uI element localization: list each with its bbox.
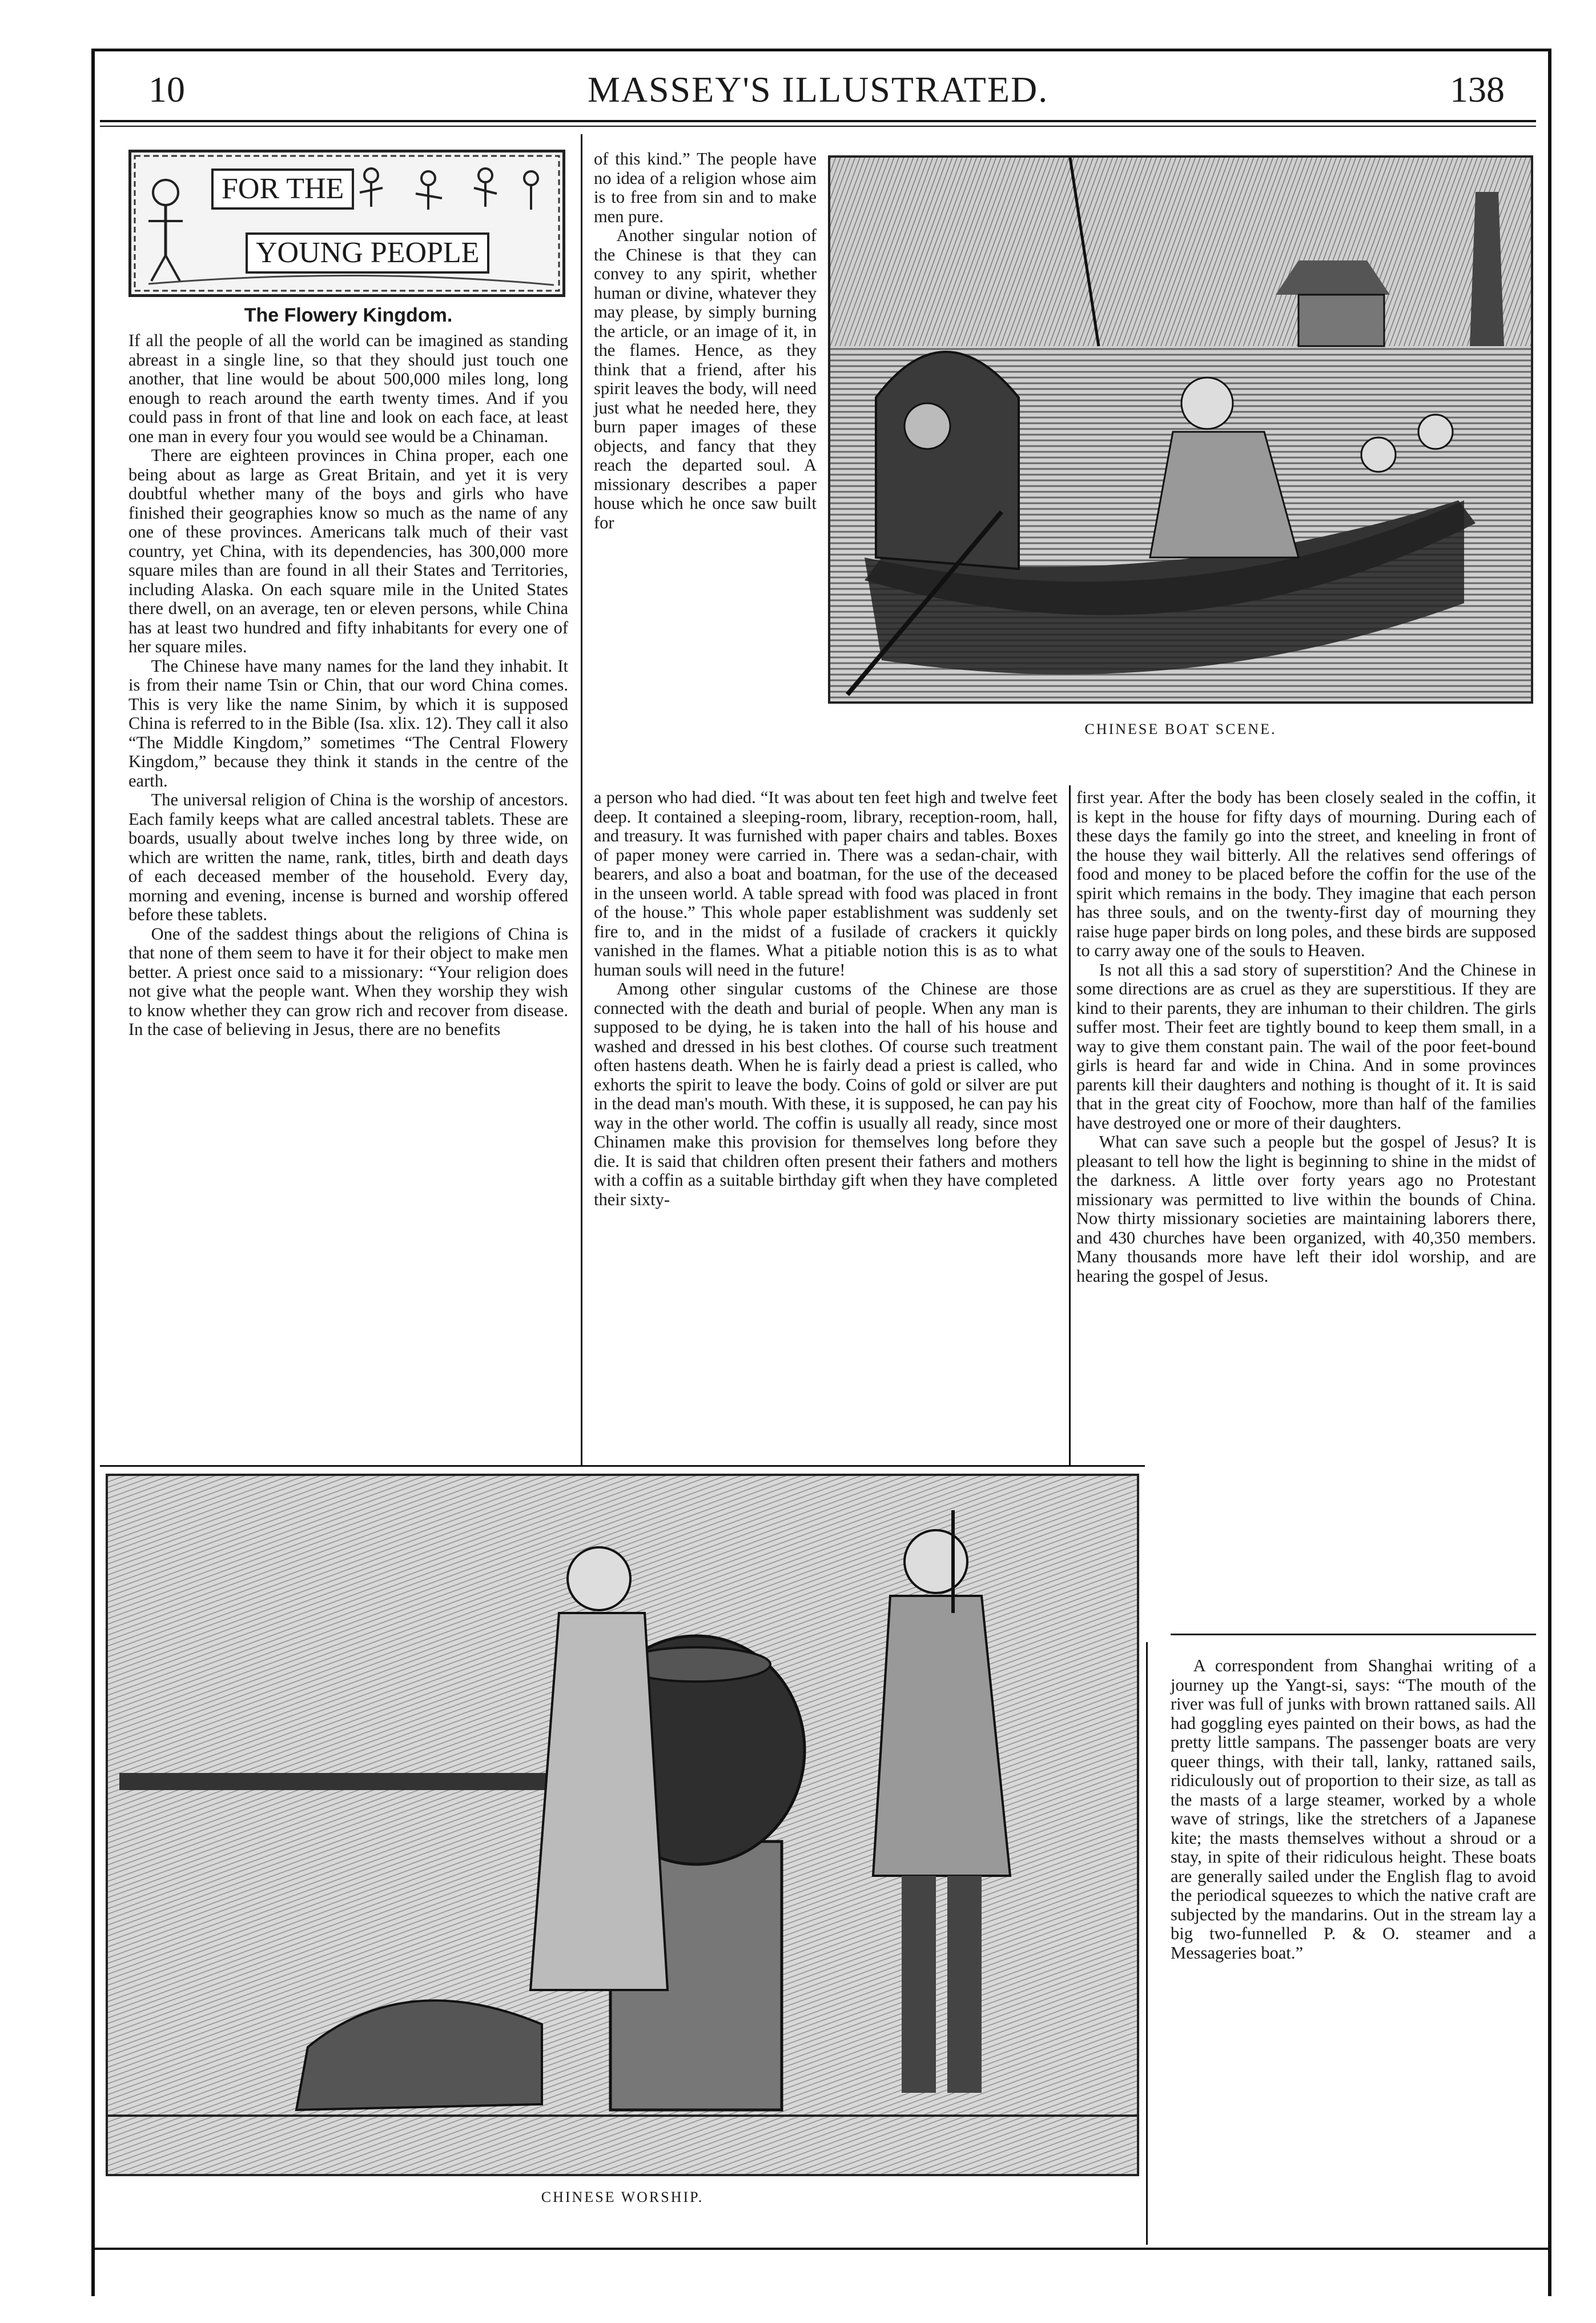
column-rule-2	[1069, 785, 1071, 1465]
banner-young-people: YOUNG PEOPLE	[246, 232, 489, 274]
paragraph: Among other singular customs of the Chinese are those connected with the death and burial of people. When any man is supposed to be dying, he is taken into the hall of his house and washed and dressed in his best clothes. Of course such treatment often hastens death. When he is fairly dead a priest is called, who exhorts the spirit to leave the body. Coins of gold or silver are put in the dead man's mouth. With these, it is supposed, he can pay his way in the other world. The coffin is usually all ready, since most Chinamen make this provision for themselves long before they die. It is said that children often present their fathers and mothers with a coffin as a suitable birthday gift when they have completed their sixty-	[594, 979, 1058, 1209]
worship-illustration	[106, 1474, 1139, 2176]
paragraph: What can save such a people but the gospel of Jesus? It is pleasant to tell how the light is beginning to shine in the midst of the darkness. A little over forty years ago no Protestant missionary was permitted to live within the bounds of China. Now thirty missionary societies are maintaining laborers there, and 430 churches have been organized, with 40,350 members. Many thousands more have left their idol worship, and are hearing the gospel of Jesus.	[1076, 1132, 1536, 1286]
banner-for-the: FOR THE	[211, 168, 354, 210]
paragraph: If all the people of all the world can be imagined as standing abreast in a single line, so that they should just touch one another, that line would be about 500,000 miles long, long enough to reach around the earth twenty times. And if you could pass in front of that line and look on each face, at least one man in every four you would see would be a Chinaman.	[128, 331, 568, 446]
paragraph: The universal religion of China is the worship of ancestors. Each family keeps what are called ancestral tablets. These are boards, usually about twelve inches long by three wide, on which are written the name, rank, titles, birth and death days of each deceased member of the household. Every day, morning and evening, incense is burned and worship offered before these tablets.	[128, 790, 568, 924]
paragraph: a person who had died. “It was about ten feet high and twelve feet deep. It contained a sleeping-room, library, reception-room, hall, and treasury. It was furnished with paper chairs and tables. Boxes of paper money were carried in. There was a sedan-chair, with bearers, and also a boat and boatman, for the use of the deceased in the unseen world. A table spread with food was placed in front of the house.” This whole paper establishment was suddenly set fire to, and in the midst of a fusilade of crackers it quickly vanished in the flames. What a pitiable notion this is as to what human souls will need in the future!	[594, 788, 1058, 980]
article-column-3	[1076, 788, 1536, 1286]
footer-rule	[91, 2248, 1548, 2250]
article-column-2-top	[594, 150, 817, 532]
paragraph: A correspondent from Shanghai writing of a journey up the Yangt-si, says: “The mouth of the river was full of junks with brown rattaned sails. All had goggling eyes painted on their bows, as had the pretty little sampans. The passenger boats are very queer things, with their tall, lanky, rattaned sails, ridiculously out of proportion to their size, as tall as the masts of a large steamer, worked by a whole wave of strings, like the stretchers of a Japanese kite; the masts themselves without a shroud or a stay, in spite of their ridiculous height. These boats are generally sailed under the English flag to avoid the periodical squeezes to which the native craft are subjected by the mandarins. Out in the stream lay a big two-funnelled P. & O. steamer and a Messageries boat.”	[1171, 1656, 1536, 1963]
running-header	[97, 63, 1539, 120]
paragraph: first year. After the body has been closely sealed in the coffin, it is kept in the house for fifty days of mourning. During each of these days the family go into the street, and kneeling in front of the house they wail bitterly. All the relatives send offerings of food and money to be placed before the coffin for the use of the spirit which remains in the body. They imagine that each person has three souls, and on the twenty-first day of mourning they raise huge paper birds on long poles, and these birds are supposed to carry away one of the souls to Heaven.	[1076, 788, 1536, 960]
header-rule	[100, 120, 1536, 122]
publication-title: MASSEY'S ILLUSTRATED.	[587, 69, 1049, 110]
paragraph: The Chinese have many names for the land they inhabit. It is from their name Tsin or Chin, that our word China comes. This is very like the name Sinim, by which it is supposed China is referred to in the Bible (Isa. xlix. 12). They call it also “The Middle Kingdom,” sometimes “The Central Flowery Kingdom,” because they think it stands in the centre of the earth.	[128, 656, 568, 791]
paragraph: There are eighteen provinces in China proper, each one being about as large as Great Britain, and yet it is very doubtful whether many of the boys and girls who have finished their geographies know so much as the name of any one of these provinces. Americans talk much of their vast country, yet China, with its dependencies, has 300,000 more square miles than are found in all their States and Territories, including Alaska. On each square mile in the United States there dwell, on an average, ten or eleven persons, while China has at least two hundred and fifty inhabitants for every one of her square miles.	[128, 446, 568, 656]
column-rule-1	[581, 134, 582, 1465]
paragraph: Is not all this a sad story of superstition? And the Chinese in some directions are as cruel as they are superstitious. If they are kind to their parents, they are inhuman to their children. The girls suffer most. Their feet are tightly bound to keep them small, in a way to give them constant pain. The wail of the poor feet-bound girls is heard far and wide in China. And in some provinces parents kill their daughters and nothing is thought of it. It is said that in the great city of Foochow, more than half of the families have destroyed one or more of their daughters.	[1076, 960, 1536, 1133]
page-number-left: 10	[148, 69, 185, 110]
article-heading: The Flowery Kingdom.	[244, 304, 453, 326]
boat-scene-drawing	[830, 158, 1531, 701]
worship-drawing	[108, 1476, 1137, 2174]
paragraph: Another singular notion of the Chinese is that they can convey to any spirit, whether human or divine, whatever they may please, by simply burning the article, or an image of it, in the flames. Hence, as they think that a friend, after his spirit leaves the body, will need just what he needed here, they burn paper images of these objects, and fancy that they reach the departed soul. A missionary describes a paper house which he once saw built for	[594, 226, 817, 532]
article-column-1	[128, 303, 568, 1040]
paragraph: of this kind.” The people have no idea of a religion whose aim is to free from sin and to make men pure.	[594, 149, 817, 226]
column-rule-3	[1146, 1642, 1148, 2245]
section-rule-right	[1171, 1634, 1536, 1635]
section-rule	[100, 1465, 1145, 1467]
paragraph: One of the saddest things about the religions of China is that none of them seem to have it for their object to make men better. A priest once said to a missionary: “Your religion does not give what the people want. When they worship they wish to know whether they can grow rich and recover from disease. In the case of believing in Jesus, there are no benefits	[128, 924, 568, 1039]
article-column-3-lower	[1171, 1656, 1536, 1963]
page-number-right: 138	[1450, 69, 1505, 110]
header-rule-thin	[100, 126, 1536, 127]
young-people-banner	[128, 150, 565, 297]
boat-scene-illustration	[828, 155, 1533, 704]
article-column-2-bottom	[594, 788, 1058, 1209]
worship-caption: CHINESE WORSHIP.	[541, 2189, 704, 2205]
boat-scene-caption: CHINESE BOAT SCENE.	[1084, 721, 1277, 737]
